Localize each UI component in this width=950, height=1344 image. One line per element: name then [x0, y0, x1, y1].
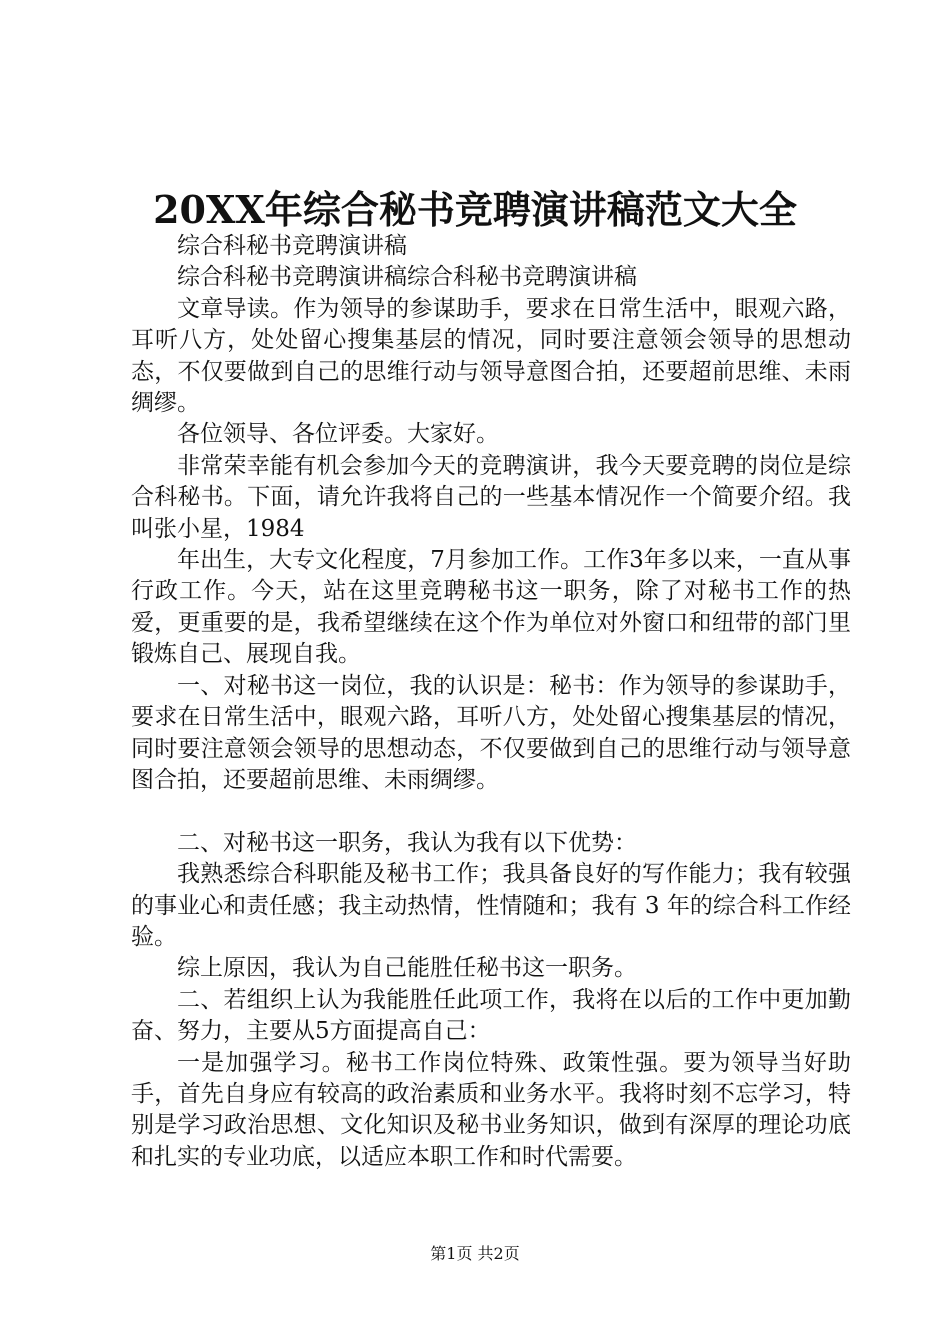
paragraph: 文章导读。作为领导的参谋助手，要求在日常生活中，眼观六路，耳听八方，处处留心搜集基层的情况，同时要注意领会领导的思想动态，不仅要做到自己的思维行动与领导意图合拍，还要超前思维、未雨绸缪。 [131, 295, 851, 417]
paragraph: 综上原因，我认为自己能胜任秘书这一职务。 [177, 955, 637, 982]
paragraph: 我熟悉综合科职能及秘书工作；我具备良好的写作能力；我有较强的事业心和责任感；我主动热情，性情随和；我有 3 年的综合科工作经验。 [131, 861, 851, 950]
paragraph: 二、对秘书这一职务，我认为我有以下优势： [177, 829, 637, 856]
page-title: 20XX年综合秘书竞聘演讲稿范文大全 [153, 187, 797, 232]
page-number-footer: 第1页 共2页 [430, 1244, 520, 1263]
paragraph: 年出生，大专文化程度，7月参加工作。工作3年多以来，一直从事行政工作。今天，站在这里竞聘秘书这一职务，除了对秘书工作的热爱，更重要的是，我希望继续在这个作为单位对外窗口和纽带的部门里锻炼自己、展现自我。 [131, 547, 851, 668]
paragraph: 二、若组织上认为我能胜任此项工作，我将在以后的工作中更加勤奋、努力，主要从5方面提高自己： [131, 986, 851, 1045]
paragraph: 一、对秘书这一岗位，我的认识是：秘书：作为领导的参谋助手，要求在日常生活中，眼观六路，耳听八方，处处留心搜集基层的情况，同时要注意领会领导的思想动态，不仅要做到自己的思维行动与领导意图合拍，还要超前思维、未雨绸缪。 [131, 672, 851, 793]
paragraph: 非常荣幸能有机会参加今天的竞聘演讲，我今天要竞聘的岗位是综合科秘书。下面，请允许我将自己的一些基本情况作一个简要介绍。我叫张小星，1984 [131, 452, 851, 542]
paragraph: 各位领导、各位评委。大家好。 [177, 421, 499, 448]
paragraph: 综合科秘书竞聘演讲稿综合科秘书竞聘演讲稿 [177, 264, 637, 291]
document-body [131, 231, 851, 1173]
paragraph: 综合科秘书竞聘演讲稿 [177, 233, 407, 259]
paragraph: 一是加强学习。秘书工作岗位特殊、政策性强。要为领导当好助手，首先自身应有较高的政治素质和业务水平。我将时刻不忘学习，特别是学习政治思想、文化知识及秘书业务知识，做到有深厚的理论功底和扎实的专业功底，以适应本职工作和时代需要。 [131, 1049, 851, 1170]
